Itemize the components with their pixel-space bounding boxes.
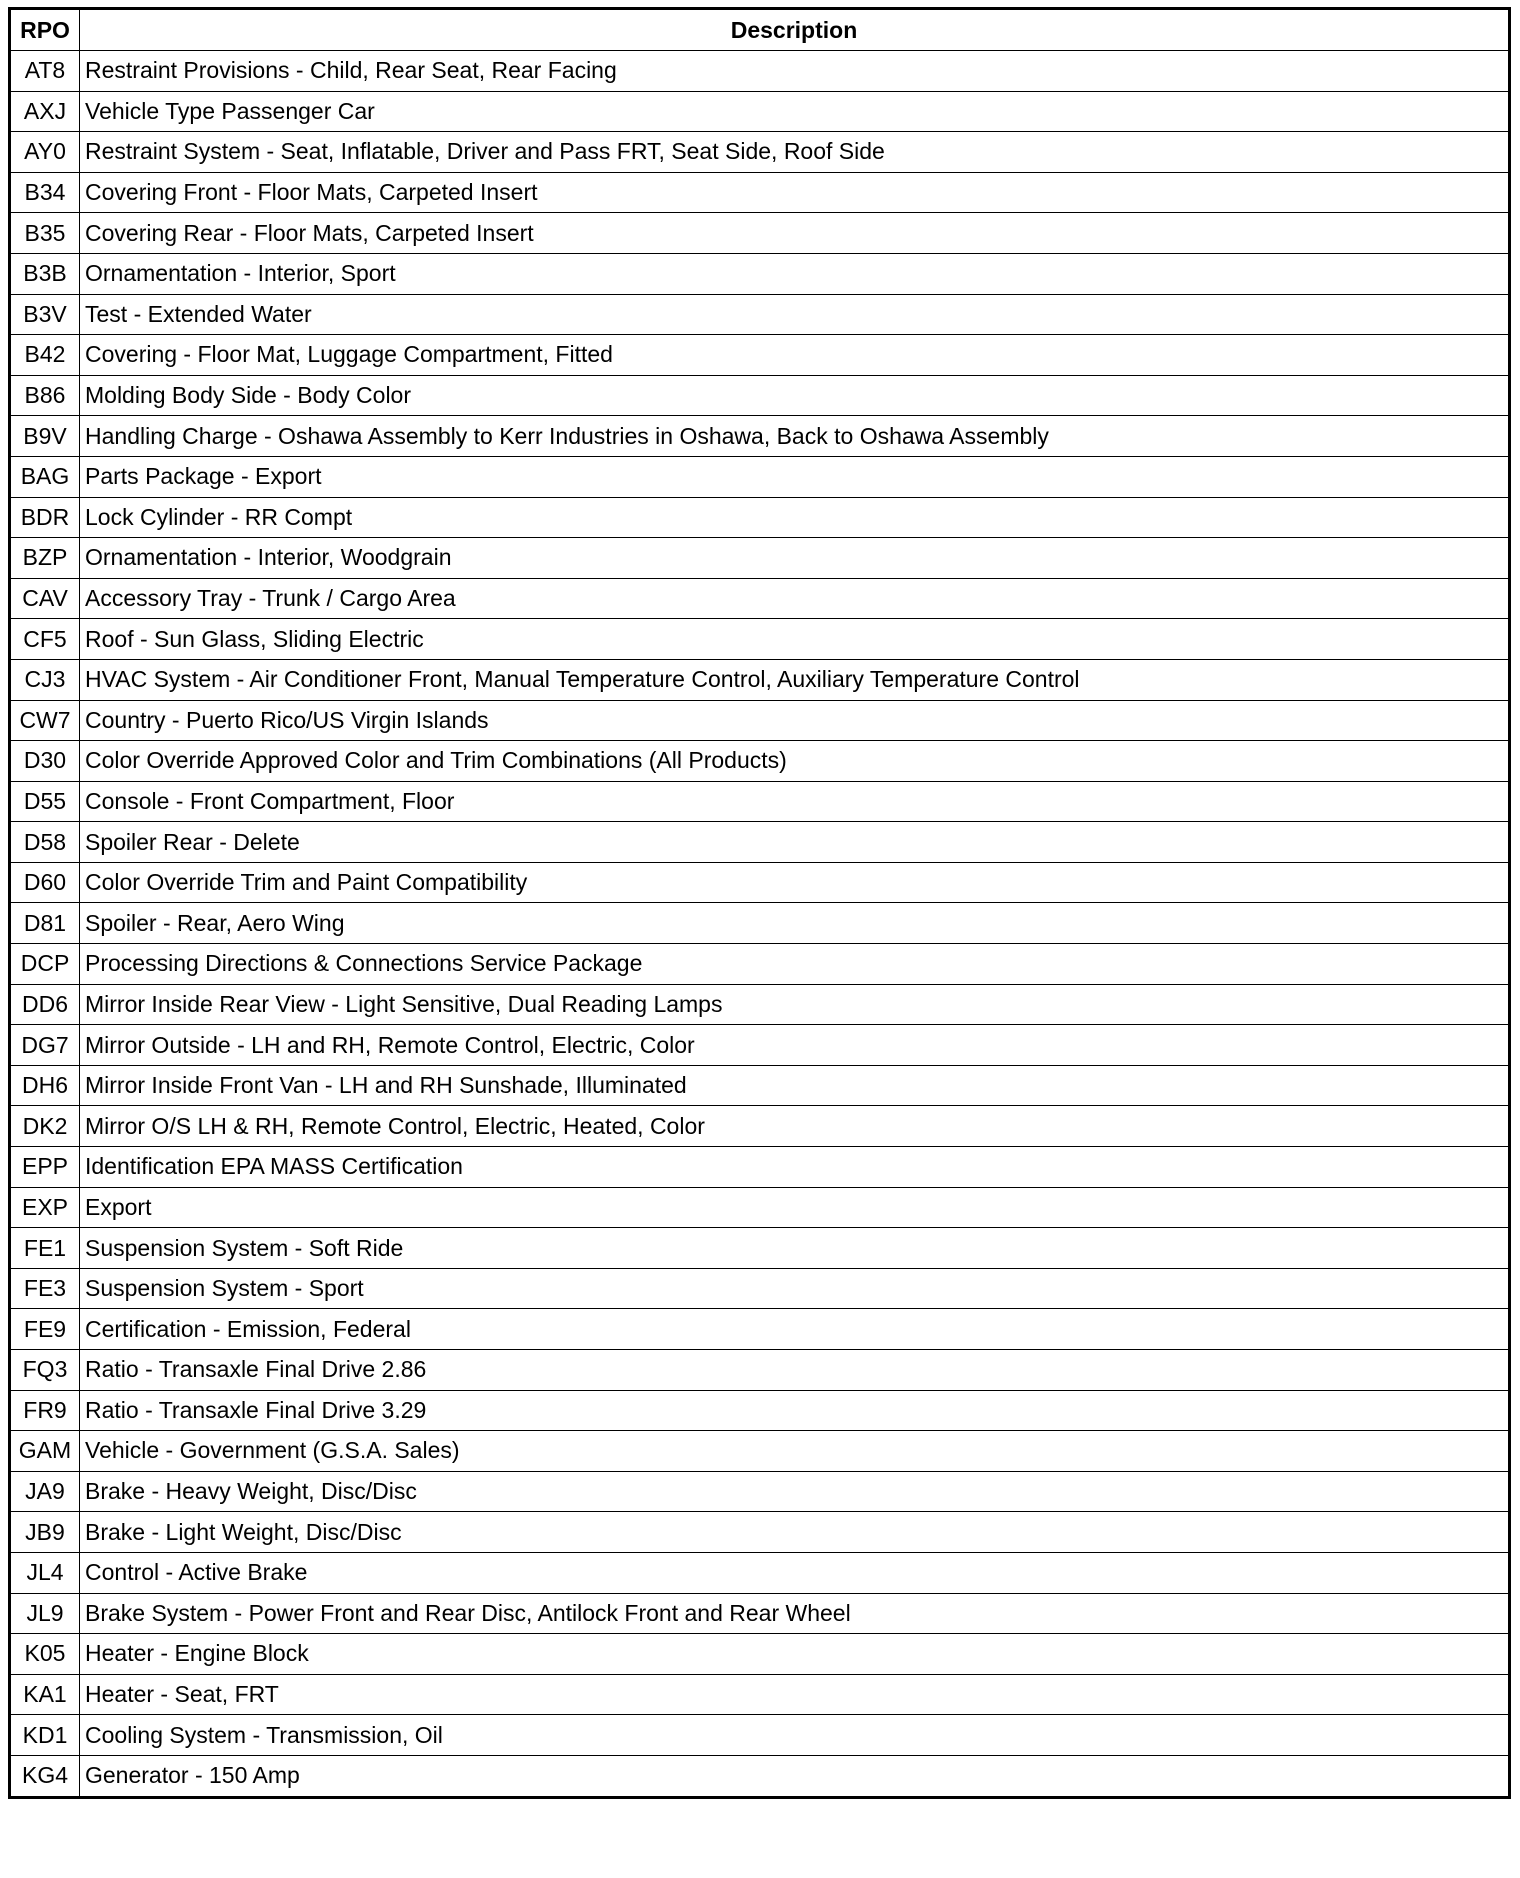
table-row bbox=[10, 416, 1510, 457]
rpo-code-cell: FR9 bbox=[10, 1390, 80, 1431]
table-row bbox=[10, 944, 1510, 985]
rpo-code-cell: B35 bbox=[10, 213, 80, 254]
rpo-code-cell: AY0 bbox=[10, 132, 80, 173]
rpo-code-cell: B3V bbox=[10, 294, 80, 335]
rpo-code-cell: FE1 bbox=[10, 1228, 80, 1269]
table-row bbox=[10, 538, 1510, 579]
table-row bbox=[10, 1350, 1510, 1391]
rpo-code-cell: JB9 bbox=[10, 1512, 80, 1553]
rpo-code-cell: BAG bbox=[10, 456, 80, 497]
rpo-code-cell: BZP bbox=[10, 538, 80, 579]
description-cell: Color Override Trim and Paint Compatibility bbox=[80, 862, 1510, 903]
table-row bbox=[10, 213, 1510, 254]
table-row bbox=[10, 862, 1510, 903]
table-row bbox=[10, 1634, 1510, 1675]
rpo-column-header: RPO bbox=[10, 9, 80, 51]
rpo-code-cell: KA1 bbox=[10, 1674, 80, 1715]
rpo-code-cell: B3B bbox=[10, 253, 80, 294]
rpo-code-cell: B34 bbox=[10, 172, 80, 213]
rpo-code-cell: D60 bbox=[10, 862, 80, 903]
description-cell: Test - Extended Water bbox=[80, 294, 1510, 335]
description-cell: Suspension System - Sport bbox=[80, 1268, 1510, 1309]
table-row bbox=[10, 1268, 1510, 1309]
table-row bbox=[10, 1309, 1510, 1350]
table-row bbox=[10, 578, 1510, 619]
table-row bbox=[10, 1715, 1510, 1756]
description-cell: Ornamentation - Interior, Woodgrain bbox=[80, 538, 1510, 579]
table-row bbox=[10, 700, 1510, 741]
description-cell: Parts Package - Export bbox=[80, 456, 1510, 497]
table-row bbox=[10, 1593, 1510, 1634]
description-cell: Covering Rear - Floor Mats, Carpeted Insert bbox=[80, 213, 1510, 254]
rpo-code-cell: D55 bbox=[10, 781, 80, 822]
rpo-code-cell: DD6 bbox=[10, 984, 80, 1025]
description-cell: Lock Cylinder - RR Compt bbox=[80, 497, 1510, 538]
description-cell: HVAC System - Air Conditioner Front, Manual Temperature Control, Auxiliary Temperature Control bbox=[80, 659, 1510, 700]
table-row bbox=[10, 781, 1510, 822]
description-cell: Vehicle - Government (G.S.A. Sales) bbox=[80, 1431, 1510, 1472]
description-cell: Mirror Outside - LH and RH, Remote Control, Electric, Color bbox=[80, 1025, 1510, 1066]
table-row bbox=[10, 172, 1510, 213]
table-row bbox=[10, 984, 1510, 1025]
rpo-code-cell: CAV bbox=[10, 578, 80, 619]
rpo-code-cell: DH6 bbox=[10, 1065, 80, 1106]
description-cell: Generator - 150 Amp bbox=[80, 1755, 1510, 1797]
table-row bbox=[10, 1065, 1510, 1106]
table-row bbox=[10, 1228, 1510, 1269]
table-header bbox=[10, 9, 1510, 51]
table-row bbox=[10, 497, 1510, 538]
description-cell: Cooling System - Transmission, Oil bbox=[80, 1715, 1510, 1756]
table-row bbox=[10, 619, 1510, 660]
description-cell: Ratio - Transaxle Final Drive 3.29 bbox=[80, 1390, 1510, 1431]
table-row bbox=[10, 1106, 1510, 1147]
description-cell: Control - Active Brake bbox=[80, 1552, 1510, 1593]
rpo-code-cell: FE9 bbox=[10, 1309, 80, 1350]
rpo-table bbox=[8, 7, 1511, 1799]
table-row bbox=[10, 1552, 1510, 1593]
table-row bbox=[10, 456, 1510, 497]
rpo-code-cell: AXJ bbox=[10, 91, 80, 132]
description-cell: Accessory Tray - Trunk / Cargo Area bbox=[80, 578, 1510, 619]
description-cell: Heater - Seat, FRT bbox=[80, 1674, 1510, 1715]
table-row bbox=[10, 51, 1510, 92]
description-cell: Roof - Sun Glass, Sliding Electric bbox=[80, 619, 1510, 660]
rpo-code-cell: D58 bbox=[10, 822, 80, 863]
description-column-header: Description bbox=[80, 9, 1510, 51]
rpo-code-cell: CF5 bbox=[10, 619, 80, 660]
rpo-code-cell: D81 bbox=[10, 903, 80, 944]
table-row bbox=[10, 294, 1510, 335]
table-row bbox=[10, 822, 1510, 863]
table-row bbox=[10, 91, 1510, 132]
description-cell: Heater - Engine Block bbox=[80, 1634, 1510, 1675]
header-row bbox=[10, 9, 1510, 51]
table-row bbox=[10, 132, 1510, 173]
description-cell: Ornamentation - Interior, Sport bbox=[80, 253, 1510, 294]
table-row bbox=[10, 1755, 1510, 1797]
description-cell: Vehicle Type Passenger Car bbox=[80, 91, 1510, 132]
rpo-code-cell: DK2 bbox=[10, 1106, 80, 1147]
description-cell: Molding Body Side - Body Color bbox=[80, 375, 1510, 416]
table-row bbox=[10, 903, 1510, 944]
description-cell: Covering Front - Floor Mats, Carpeted Insert bbox=[80, 172, 1510, 213]
rpo-code-cell: DG7 bbox=[10, 1025, 80, 1066]
description-cell: Certification - Emission, Federal bbox=[80, 1309, 1510, 1350]
table-row bbox=[10, 1512, 1510, 1553]
description-cell: Brake - Light Weight, Disc/Disc bbox=[80, 1512, 1510, 1553]
rpo-code-cell: JL4 bbox=[10, 1552, 80, 1593]
description-cell: Brake System - Power Front and Rear Disc, Antilock Front and Rear Wheel bbox=[80, 1593, 1510, 1634]
rpo-code-cell: EPP bbox=[10, 1147, 80, 1188]
table-row bbox=[10, 741, 1510, 782]
description-cell: Export bbox=[80, 1187, 1510, 1228]
description-cell: Suspension System - Soft Ride bbox=[80, 1228, 1510, 1269]
rpo-code-cell: B86 bbox=[10, 375, 80, 416]
description-cell: Spoiler Rear - Delete bbox=[80, 822, 1510, 863]
rpo-code-cell: KD1 bbox=[10, 1715, 80, 1756]
description-cell: Identification EPA MASS Certification bbox=[80, 1147, 1510, 1188]
rpo-code-cell: JL9 bbox=[10, 1593, 80, 1634]
description-cell: Processing Directions & Connections Service Package bbox=[80, 944, 1510, 985]
rpo-code-cell: FE3 bbox=[10, 1268, 80, 1309]
rpo-code-cell: DCP bbox=[10, 944, 80, 985]
description-cell: Color Override Approved Color and Trim Combinations (All Products) bbox=[80, 741, 1510, 782]
rpo-code-cell: B9V bbox=[10, 416, 80, 457]
table-row bbox=[10, 1431, 1510, 1472]
table-row bbox=[10, 1147, 1510, 1188]
table-row bbox=[10, 1674, 1510, 1715]
rpo-code-cell: AT8 bbox=[10, 51, 80, 92]
description-cell: Restraint Provisions - Child, Rear Seat, Rear Facing bbox=[80, 51, 1510, 92]
rpo-code-cell: JA9 bbox=[10, 1471, 80, 1512]
table-row bbox=[10, 375, 1510, 416]
rpo-code-cell: B42 bbox=[10, 335, 80, 376]
description-cell: Brake - Heavy Weight, Disc/Disc bbox=[80, 1471, 1510, 1512]
rpo-code-cell: CW7 bbox=[10, 700, 80, 741]
description-cell: Restraint System - Seat, Inflatable, Driver and Pass FRT, Seat Side, Roof Side bbox=[80, 132, 1510, 173]
table-row bbox=[10, 253, 1510, 294]
rpo-code-cell: KG4 bbox=[10, 1755, 80, 1797]
description-cell: Spoiler - Rear, Aero Wing bbox=[80, 903, 1510, 944]
description-cell: Handling Charge - Oshawa Assembly to Kerr Industries in Oshawa, Back to Oshawa Assembly bbox=[80, 416, 1510, 457]
table-row bbox=[10, 335, 1510, 376]
rpo-code-cell: GAM bbox=[10, 1431, 80, 1472]
table-body bbox=[10, 51, 1510, 1798]
table-row bbox=[10, 659, 1510, 700]
description-cell: Console - Front Compartment, Floor bbox=[80, 781, 1510, 822]
rpo-code-cell: BDR bbox=[10, 497, 80, 538]
description-cell: Mirror Inside Rear View - Light Sensitive, Dual Reading Lamps bbox=[80, 984, 1510, 1025]
description-cell: Country - Puerto Rico/US Virgin Islands bbox=[80, 700, 1510, 741]
table-row bbox=[10, 1471, 1510, 1512]
rpo-code-cell: D30 bbox=[10, 741, 80, 782]
description-cell: Mirror O/S LH & RH, Remote Control, Electric, Heated, Color bbox=[80, 1106, 1510, 1147]
description-cell: Ratio - Transaxle Final Drive 2.86 bbox=[80, 1350, 1510, 1391]
description-cell: Mirror Inside Front Van - LH and RH Sunshade, Illuminated bbox=[80, 1065, 1510, 1106]
rpo-code-cell: FQ3 bbox=[10, 1350, 80, 1391]
rpo-code-cell: CJ3 bbox=[10, 659, 80, 700]
rpo-code-cell: K05 bbox=[10, 1634, 80, 1675]
rpo-code-cell: EXP bbox=[10, 1187, 80, 1228]
description-cell: Covering - Floor Mat, Luggage Compartment, Fitted bbox=[80, 335, 1510, 376]
table-row bbox=[10, 1187, 1510, 1228]
table-row bbox=[10, 1390, 1510, 1431]
table-row bbox=[10, 1025, 1510, 1066]
